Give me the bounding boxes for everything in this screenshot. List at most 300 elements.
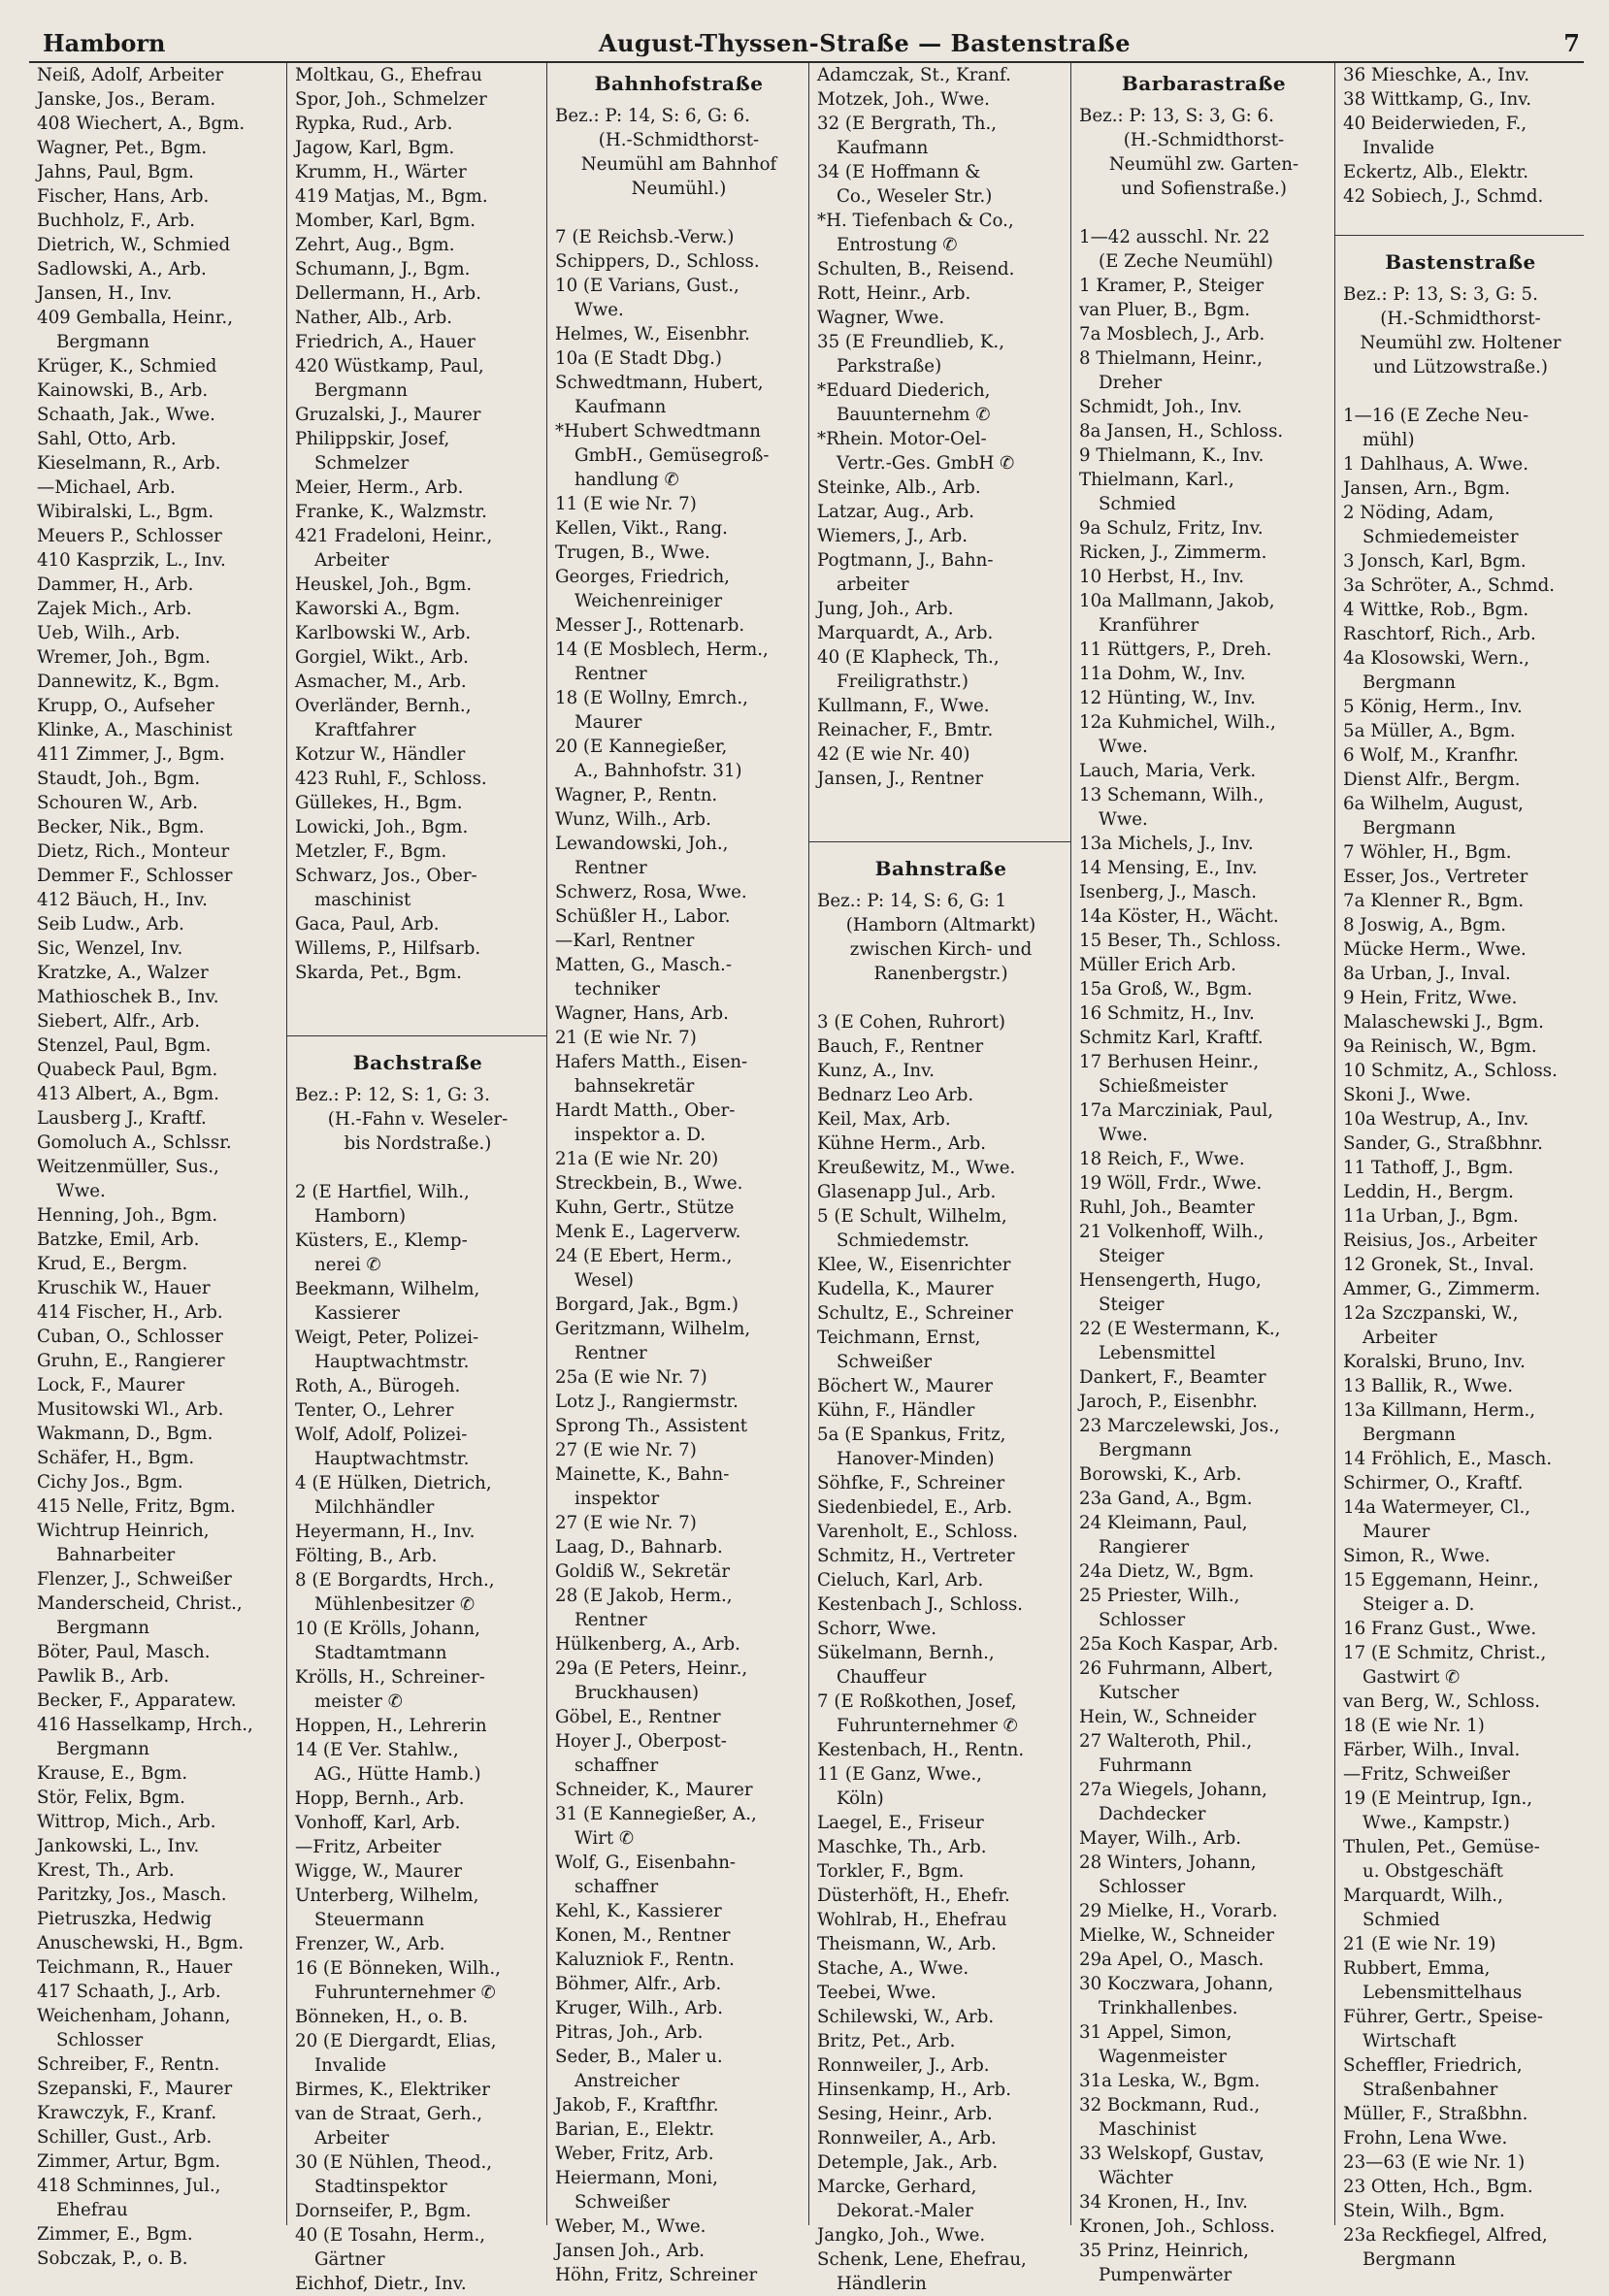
resident-entry: Tenter, O., Lehrer [295,1400,454,1421]
column-1 [29,63,287,2269]
resident-entry: 411 Zimmer, J., Bgm. [37,744,225,765]
resident-entry: Anuschewski, H., Bgm. [37,1933,245,1953]
street-heading: Bahnstraße [874,857,1007,880]
resident-entry: Wichtrup Heinrich, [37,1521,210,1541]
resident-entry: Hafers Matth., Eisen- [555,1052,748,1072]
resident-entry: Frohn, Lena Wwe. [1343,2128,1508,2148]
resident-entry: Musitowski Wl., Arb. [37,1399,224,1420]
resident-entry: 11a Dohm, W., Inv. [1079,664,1246,684]
resident-entry: Cuban, O., Schlosser [37,1327,223,1347]
resident-entry: Schultz, E., Schreiner [817,1303,1013,1324]
resident-entry: Pogtmann, J., Bahn- [817,550,994,571]
resident-entry: 3 (E Cohen, Ruhrort) [817,1012,1005,1033]
resident-entry: 42 (E wie Nr. 40) [817,744,970,765]
resident-entry: 14 (E Mosblech, Herm., [555,640,769,660]
resident-entry: Führer, Gertr., Speise- [1343,2007,1544,2027]
resident-entry: Janske, Jos., Beram. [37,89,216,110]
resident-entry: Schmitz Karl, Kraftf. [1079,1028,1264,1048]
resident-entry: 10 (E Varians, Gust., [555,276,739,296]
resident-entry: 20 (E Diergardt, Elias, [295,2031,497,2051]
resident-entry: Bez.: P: 14, S: 6, G: 6. [555,106,750,126]
resident-entry: Simon, R., Wwe. [1343,1546,1491,1566]
resident-entry: *Hubert Schwedtmann [555,421,762,442]
resident-entry: 28 Winters, Johann, [1079,1853,1257,1873]
resident-entry: Batzke, Emil, Arb. [37,1230,200,1250]
resident-entry: Skarda, Pet., Bgm. [295,963,462,983]
resident-entry: 25a (E wie Nr. 7) [555,1367,707,1388]
resident-entry: Kunz, A., Inv. [817,1061,936,1081]
resident-entry: Reisius, Jos., Arbeiter [1343,1230,1537,1251]
resident-entry: *H. Tiefenbach & Co., [817,211,1014,231]
resident-entry: Messer J., Rottenarb. [555,615,745,636]
resident-entry: Müller Erich Arb. [1079,955,1236,975]
resident-entry: Schmidt, Joh., Inv. [1079,397,1243,417]
entry-continuation: Schlosser [1099,1610,1186,1630]
resident-entry: 34 (E Hoffmann & [817,162,981,182]
entry-continuation: handlung ✆ [575,470,679,490]
resident-entry: Kaworski A., Bgm. [295,599,461,619]
resident-entry: Bednarz Leo Arb. [817,1085,974,1105]
resident-entry: 34 Kronen, H., Inv. [1079,2192,1248,2213]
entry-continuation: Kassierer [314,1303,400,1324]
entry-continuation: Bahnarbeiter [56,1545,176,1565]
resident-entry: Dietz, Rich., Monteur [37,841,230,862]
resident-entry: 27a Wiegels, Johann, [1079,1780,1267,1800]
resident-entry: Meier, Herm., Arb. [295,477,464,498]
resident-entry: Schulten, B., Reisend. [817,259,1015,279]
resident-entry: 3a Schröter, A., Schmd. [1343,575,1556,596]
entry-continuation: Weichenreiniger [575,591,723,611]
entry-continuation: Wirtschaft [1363,2031,1457,2051]
resident-entry: Latzar, Aug., Arb. [817,502,974,522]
resident-entry: Krest, Th., Arb. [37,1860,175,1881]
resident-entry: Nather, Alb., Arb. [295,308,452,328]
resident-entry: 410 Kasprzik, L., Inv. [37,550,226,571]
resident-entry: 12 Hünting, W., Inv. [1079,688,1256,708]
resident-entry: 14a Köster, H., Wächt. [1079,906,1279,927]
resident-entry: Kühn, F., Händler [817,1400,975,1421]
resident-entry: Böhmer, Alfr., Arb. [555,1974,722,1994]
resident-entry: Schaath, Jak., Wwe. [37,405,215,425]
resident-entry: 10 (E Krölls, Johann, [295,1619,480,1639]
resident-entry: Trugen, B., Wwe. [555,542,710,563]
resident-entry: 9 Thielmann, K., Inv. [1079,445,1264,466]
resident-entry: Kehl, K., Kassierer [555,1901,722,1921]
resident-entry: Wibiralski, L., Bgm. [37,502,214,522]
resident-entry: 23 Otten, Hch., Bgm. [1343,2177,1533,2197]
resident-entry: 8a Urban, J., Inval. [1343,964,1511,984]
resident-entry: Dankert, F., Beamter [1079,1367,1266,1388]
entry-continuation: Steiger [1099,1295,1165,1315]
resident-entry: 29a Apel, O., Masch. [1079,1950,1264,1970]
resident-entry: Siedenbiedel, E., Arb. [817,1497,1013,1518]
resident-entry: Schumann, J., Bgm. [295,259,471,279]
resident-entry: Kotzur W., Händler [295,744,466,765]
resident-entry: 40 (E Tosahn, Herm., [295,2225,486,2246]
resident-entry: Hardt Matth., Ober- [555,1100,736,1121]
resident-entry: 419 Matjas, M., Bgm. [295,186,488,207]
resident-entry: Schouren W., Arb. [37,793,199,813]
resident-entry: Britz, Pet., Arb. [817,2031,956,2051]
resident-entry: 11a Urban, J., Bgm. [1343,1206,1519,1227]
resident-entry: 412 Bäuch, H., Inv. [37,890,208,910]
resident-entry: Konen, M., Rentner [555,1925,731,1946]
resident-entry: Wremer, Joh., Bgm. [37,647,211,668]
resident-entry: Ronnweiler, A., Arb. [817,2128,997,2148]
entry-continuation: Schmied [1099,494,1176,514]
resident-entry: Helmes, W., Eisenbhr. [555,324,750,344]
entry-continuation: Bergmann [1363,818,1456,838]
resident-entry: Malaschewski J., Bgm. [1343,1012,1544,1033]
entry-continuation: (E Zeche Neumühl) [1099,251,1273,272]
entry-continuation: Stadtamtmann [314,1643,447,1663]
resident-entry: Krölls, H., Schreiner- [295,1667,485,1688]
resident-entry: Lotz J., Rangiermstr. [555,1392,739,1412]
street-description: (Hamborn (Altmarkt) [845,915,1036,935]
resident-entry: Lauch, Maria, Verk. [1079,761,1257,781]
entry-continuation: Wwe. [1099,809,1148,830]
resident-entry: 10a Mallmann, Jakob, [1079,591,1275,611]
entry-continuation: Arbeiter [314,550,389,571]
resident-entry: Sic, Wenzel, Inv. [37,938,183,959]
resident-entry: 8 Joswig, A., Bgm. [1343,915,1507,935]
entry-continuation: schaffner [575,1877,659,1897]
section-divider [809,841,1070,842]
entry-continuation: Wwe. [1099,1125,1148,1145]
resident-entry: Mainette, K., Bahn- [555,1464,730,1485]
resident-entry: Hülkenberg, A., Arb. [555,1634,740,1655]
resident-entry: Rott, Heinr., Arb. [817,283,971,304]
resident-entry: 36 Mieschke, A., Inv. [1343,65,1529,85]
resident-entry: Mielke, W., Schneider [1079,1925,1274,1946]
street-heading: Bachstraße [352,1051,483,1074]
resident-entry: 417 Schaath, J., Arb. [37,1982,221,2002]
resident-entry: Krud, E., Bergm. [37,1254,188,1274]
resident-entry: 12a Szczpanski, W., [1343,1303,1519,1324]
resident-entry: 31a Leska, W., Bgm. [1079,2071,1261,2091]
entry-continuation: Wesel) [575,1270,634,1291]
resident-entry: Dienst Alfr., Bergm. [1343,770,1521,790]
page-header [29,29,1584,63]
resident-entry: Torkler, F., Bgm. [817,1861,965,1882]
resident-entry: 40 Beiderwieden, F., [1343,114,1527,134]
resident-entry: —Fritz, Arbeiter [295,1837,442,1857]
spacer [817,791,1065,815]
resident-entry: Lowicki, Joh., Bgm. [295,817,469,837]
entry-continuation: Vertr.-Ges. GmbH ✆ [837,453,1015,474]
resident-entry: Küsters, E., Klemp- [295,1230,468,1251]
resident-entry: 5 (E Schult, Wilhelm, [817,1206,1007,1227]
entry-continuation: bahnsekretär [575,1076,695,1097]
resident-entry: Kellen, Vikt., Rang. [555,518,728,539]
resident-entry: Krause, E., Bgm. [37,1763,188,1784]
resident-entry: Hensengerth, Hugo, [1079,1270,1262,1291]
resident-entry: Asmacher, M., Arb. [295,672,467,692]
resident-entry: Metzler, F., Bgm. [295,841,447,862]
resident-entry: 7a Klenner R., Bgm. [1343,891,1525,911]
entry-continuation: Wwe. [1099,737,1148,757]
resident-entry: 5a (E Spankus, Fritz, [817,1425,1006,1445]
entry-continuation: Dreher [1099,373,1163,393]
resident-entry: 6a Wilhelm, August, [1343,794,1524,814]
entry-continuation: Kraftfahrer [314,720,416,740]
resident-entry: Ueb, Wilh., Arb. [37,623,181,643]
resident-entry: Birmes, K., Elektriker [295,2080,490,2100]
resident-entry: Kainowski, B., Arb. [37,380,209,401]
resident-entry: Borgard, Jak., Bgm.) [555,1295,739,1315]
entry-continuation: arbeiter [837,574,909,595]
resident-entry: 13 Schemann, Wilh., [1079,785,1264,805]
entry-continuation: Hauptwachtmstr. [314,1449,470,1469]
entry-continuation: Wirt ✆ [575,1828,635,1849]
resident-entry: Kieselmann, R., Arb. [37,453,221,474]
resident-entry: 16 (E Bönneken, Wilh., [295,1958,501,1979]
resident-entry: 17 Berhusen Heinr., [1079,1052,1260,1072]
entry-continuation: Bergmann [56,332,149,352]
directory-columns [29,63,1584,2294]
resident-entry: Marquardt, Wilh., [1343,1886,1503,1906]
resident-entry: Hinsenkamp, H., Arb. [817,2080,1011,2100]
resident-entry: Wittrop, Mich., Arb. [37,1812,216,1832]
street-description: und Sofienstraße.) [1121,179,1287,199]
resident-entry: Hein, W., Schneider [1079,1707,1257,1727]
resident-entry: Dornseifer, P., Bgm. [295,2201,472,2221]
entry-continuation: Schmiedemeister [1363,527,1519,547]
entry-continuation: Bergmann [56,1618,149,1638]
entry-continuation: Invalide [1363,138,1435,158]
column-5 [1071,63,1335,2285]
resident-entry: Wolf, G., Eisenbahn- [555,1853,737,1873]
resident-entry: 4a Klosowski, Wern., [1343,648,1530,669]
resident-entry: 11 Tathoff, J., Bgm. [1343,1158,1514,1178]
entry-continuation: Chauffeur [837,1667,927,1688]
resident-entry: Becker, Nik., Bgm. [37,817,205,837]
resident-entry: Söhfke, F., Schreiner [817,1473,1005,1493]
resident-entry: 30 (E Nühlen, Theod., [295,2152,493,2173]
resident-entry: Kratzke, A., Walzer [37,963,209,983]
resident-entry: 23a Gand, A., Bgm. [1079,1489,1253,1509]
resident-entry: Steinke, Alb., Arb. [817,477,981,498]
resident-entry: Schippers, D., Schloss. [555,251,760,272]
resident-entry: Lewandowski, Joh., [555,834,729,854]
street-description: Neumühl am Bahnhof [580,154,777,175]
entry-continuation: maschinist [314,890,411,910]
resident-entry: Kestenbach J., Schloss. [817,1594,1023,1615]
resident-entry: Bez.: P: 13, S: 3, G: 5. [1343,284,1538,305]
entry-continuation: Bergmann [1099,1440,1192,1460]
resident-entry: Gruzalski, J., Maurer [295,405,481,425]
resident-entry: Adamczak, St., Kranf. [817,65,1011,85]
resident-entry: Momber, Karl, Bgm. [295,211,476,231]
resident-entry: Mathioschek B., Inv. [37,987,219,1007]
resident-entry: Thulen, Pet., Gemüse- [1343,1837,1540,1857]
resident-entry: Buchholz, F., Arb. [37,211,195,231]
resident-entry: 4 (E Hülken, Dietrich, [295,1473,492,1493]
resident-entry: Klinke, A., Maschinist [37,720,233,740]
resident-entry: Zehrt, Aug., Bgm. [295,235,455,255]
resident-entry: Siebert, Alfr., Arb. [37,1011,200,1032]
resident-entry: 7 (E Roßkothen, Josef, [817,1691,1017,1712]
resident-entry: Schüßler H., Labor. [555,906,731,927]
resident-entry: Sobczak, P., o. B. [37,2248,188,2269]
resident-entry: Eckertz, Alb., Elektr. [1343,162,1528,182]
resident-entry: Kuhn, Gertr., Stütze [555,1197,735,1218]
resident-entry: *Eduard Diederich, [817,380,991,401]
resident-entry: Sahl, Otto, Arb. [37,429,177,449]
entry-continuation: Bergmann [1363,1425,1456,1445]
entry-continuation: Rentner [575,664,647,684]
resident-entry: Wunz, Wilh., Arb. [555,809,711,830]
entry-continuation: Maurer [1363,1522,1430,1542]
entry-continuation: Wwe. [56,1181,106,1201]
resident-entry: 27 (E wie Nr. 7) [555,1513,697,1533]
resident-entry: Kruger, Wilh., Arb. [555,1998,723,2018]
entry-continuation: Hauptwachtmstr. [314,1352,470,1372]
resident-entry: Skoni J., Wwe. [1343,1085,1471,1105]
section-divider [1335,235,1584,236]
entry-continuation: meister ✆ [314,1691,403,1712]
resident-entry: Sükelmann, Bernh., [817,1643,995,1663]
entry-continuation: Trinkhallenbes. [1099,1998,1238,2018]
resident-entry: Gomoluch A., Schlssr. [37,1132,232,1153]
resident-entry: Teichmann, Ernst, [817,1328,981,1348]
street-description: Neumühl zw. Garten- [1108,154,1299,175]
resident-entry: 18 Reich, F., Wwe. [1079,1149,1245,1169]
street-heading: Bahnhofstraße [594,72,764,95]
entry-continuation: mühl) [1363,430,1415,450]
resident-entry: Lock, F., Maurer [37,1375,185,1395]
resident-entry: 30 Koczwara, Johann, [1079,1974,1274,1994]
entry-continuation: Kaufmann [575,397,667,417]
resident-entry: 15a Groß, W., Bgm. [1079,979,1253,1000]
resident-entry: Weber, Fritz, Arb. [555,2144,714,2164]
entry-continuation: Gastwirt ✆ [1363,1667,1461,1688]
resident-entry: Zimmer, Artur, Bgm. [37,2151,221,2172]
entry-continuation: Wächter [1099,2168,1173,2188]
resident-entry: Krüger, K., Schmied [37,356,217,377]
resident-entry: Gaca, Paul, Arb. [295,914,440,935]
resident-entry: Schilewski, W., Arb. [817,2007,995,2027]
header-left-place: Hamborn [43,29,166,57]
resident-entry: 24 Kleimann, Paul, [1079,1513,1248,1533]
resident-entry: Barian, E., Elektr. [555,2119,715,2140]
resident-entry: Wigge, W., Maurer [295,1861,462,1882]
street-description: (H.-Schmidthorst- [1123,130,1285,150]
entry-continuation: Schießmeister [1099,1076,1229,1097]
resident-entry: Bez.: P: 13, S: 3, G: 6. [1079,106,1274,126]
resident-entry: Pietruszka, Hedwig [37,1909,213,1929]
resident-entry: Schenk, Lene, Ehefrau, [817,2249,1027,2270]
street-description: und Lützowstraße.) [1372,357,1549,377]
resident-entry: Rypka, Rud., Arb. [295,114,453,134]
resident-entry: Esser, Jos., Vertreter [1343,867,1528,887]
resident-entry: Wagner, Pet., Bgm. [37,138,208,158]
resident-entry: 21a (E wie Nr. 20) [555,1149,719,1169]
entry-continuation: Lebensmittel [1099,1343,1216,1363]
entry-continuation: Parkstraße) [837,356,942,377]
resident-entry: Lausberg J., Kraftf. [37,1108,207,1129]
resident-entry: Kudella, K., Maurer [817,1279,994,1299]
resident-entry: 22 (E Westermann, K., [1079,1319,1281,1339]
entry-continuation: inspektor [575,1489,660,1509]
entry-continuation: Köln) [837,1788,884,1809]
resident-entry: 7 (E Reichsb.-Verw.) [555,227,735,247]
resident-entry: Isenberg, J., Masch. [1079,882,1258,902]
street-description: Neumühl zw. Holtener [1360,333,1561,353]
resident-entry: Kestenbach, H., Rentn. [817,1740,1025,1760]
street-heading: Bastenstraße [1385,250,1536,274]
resident-entry: 14 Mensing, E., Inv. [1079,858,1258,878]
resident-entry: Neiß, Adolf, Arbeiter [37,65,224,85]
entry-continuation: Kranführer [1099,615,1199,636]
entry-continuation: Kaufmann [837,138,929,158]
resident-entry: Spor, Joh., Schmelzer [295,89,487,110]
resident-entry: Weber, M., Wwe. [555,2216,706,2237]
resident-entry: 6 Wolf, M., Kranfhr. [1343,745,1519,766]
entry-continuation: Hanover-Minden) [837,1449,995,1469]
resident-entry: Ruhl, Joh., Beamter [1079,1197,1255,1218]
resident-entry: Göbel, E., Rentner [555,1707,721,1727]
entry-continuation: Wagenmeister [1099,2047,1228,2067]
resident-entry: Paritzky, Jos., Masch. [37,1885,227,1905]
resident-entry: Wagner, P., Rentn. [555,785,718,805]
resident-entry: 12 Gronek, St., Inval. [1343,1255,1534,1275]
resident-entry: 31 (E Kannegießer, A., [555,1804,757,1824]
resident-entry: 416 Hasselkamp, Hrch., [37,1715,253,1735]
resident-entry: 21 (E wie Nr. 19) [1343,1934,1496,1954]
resident-entry: 10a Westrup, A., Inv. [1343,1109,1529,1130]
entry-continuation: Lebensmittelhaus [1363,1983,1523,2003]
resident-entry: 16 Schmitz, H., Inv. [1079,1003,1255,1024]
entry-continuation: Gärtner [314,2249,385,2270]
resident-entry: Manderscheid, Christ., [37,1593,243,1614]
resident-entry: 33 Welskopf, Gustav, [1079,2144,1264,2164]
resident-entry: Dietrich, W., Schmied [37,235,231,255]
resident-entry: Krawczyk, F., Kranf. [37,2103,217,2123]
resident-entry: 19 (E Meintrup, Ign., [1343,1788,1533,1809]
resident-entry: Jansen Joh., Arb. [555,2241,705,2261]
resident-entry: Gorgiel, Wikt., Arb. [295,647,469,668]
resident-entry: Schreiber, F., Rentn. [37,2054,220,2075]
resident-entry: Kronen, Joh., Schloss. [1079,2216,1275,2237]
resident-entry: Bez.: P: 14, S: 6, G: 1 [817,891,1007,911]
resident-entry: Szepanski, F., Maurer [37,2079,233,2099]
resident-entry: Wolf, Adolf, Polizei- [295,1425,468,1445]
entry-continuation: techniker [575,979,660,1000]
resident-entry: 40 (E Klapheck, Th., [817,647,1000,668]
spacer [1343,379,1578,404]
resident-entry: Moltkau, G., Ehefrau [295,65,482,85]
entry-continuation: Pumpenwärter [1099,2265,1232,2285]
resident-entry: Schmitz, H., Vertreter [817,1546,1015,1566]
resident-entry: 14 (E Ver. Stahlw., [295,1740,459,1760]
resident-entry: 17 (E Schmitz, Christ., [1343,1643,1547,1663]
resident-entry: Theismann, W., Arb. [817,1934,997,1954]
resident-entry: Zajek Mich., Arb. [37,599,192,619]
entry-continuation: Fuhrmann [1099,1755,1193,1776]
spacer [295,1156,541,1180]
spacer [817,815,1065,839]
resident-entry: 8 Thielmann, Heinr., [1079,348,1264,369]
resident-entry: —Michael, Arb. [37,477,176,498]
resident-entry: 408 Wiechert, A., Bgm. [37,114,246,134]
spacer [555,201,803,225]
resident-entry: Eichhof, Dietr., Inv. [295,2274,467,2294]
resident-entry: Menk E., Lagerverw. [555,1222,741,1242]
resident-entry: 25 Priester, Wilh., [1079,1586,1240,1606]
street-description: bis Nordstraße.) [344,1133,492,1154]
resident-entry: 418 Schminnes, Jul., [37,2176,221,2196]
